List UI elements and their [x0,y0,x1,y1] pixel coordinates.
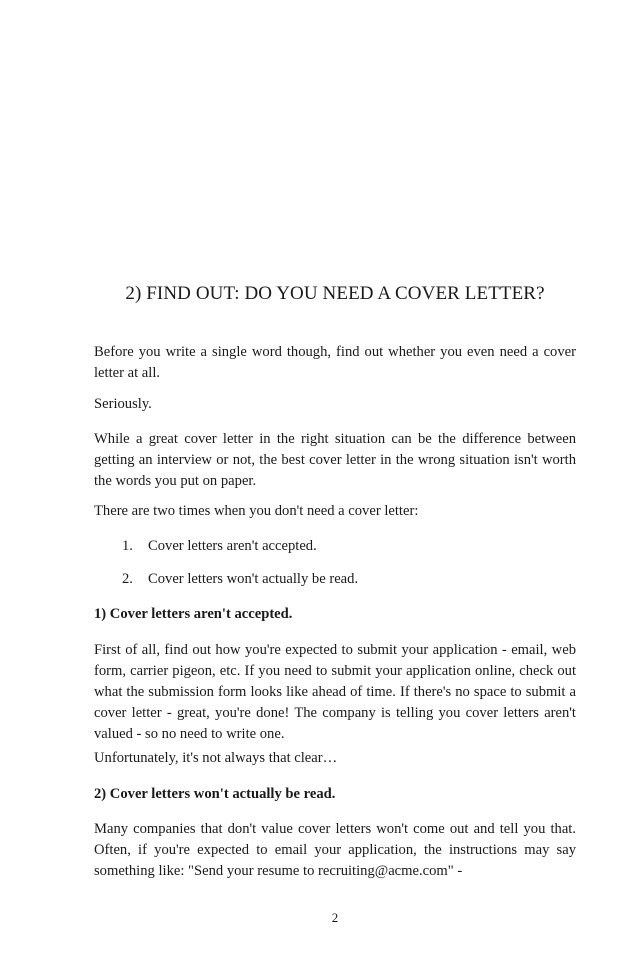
paragraph-two-times: There are two times when you don't need a cover letter: [94,503,419,519]
list-item-text: Cover letters won't actually be read. [148,571,359,587]
page-number: 2 [331,910,339,925]
paragraph-first-of-all: First of all, find out how you're expected to submit your application - email, web form, carrier pigeon, etc. If you need to submit your application online, check out what the submission form looks like ahead of time. If there's no space to submit a cover letter - great, you're done! The company is telling you cover letters aren't valued - so no need to write one. [94,642,576,742]
list-item [122,536,317,557]
section-heading: 2) FIND OUT: DO YOU NEED A COVER LETTER? [125,283,545,304]
paragraph-unfortunately: Unfortunately, it's not always that clear… [94,750,338,766]
list-item-number: 2. [122,571,133,587]
paragraph-seriously: Seriously. [94,396,152,412]
paragraph-intro: Before you write a single word though, find out whether you even need a cover letter at all. [94,344,576,381]
subheading-not-accepted: 1) Cover letters aren't accepted. [94,606,293,622]
subheading-not-read: 2) Cover letters won't actually be read. [94,786,336,802]
list-item [122,569,358,590]
list-item-text: Cover letters aren't accepted. [148,538,317,554]
paragraph-many-companies: Many companies that don't value cover letters won't come out and tell you that. Often, if you're expected to email your application, the instructions may say something like: "Send your resume to recruiting@acme.com" - [94,821,576,879]
paragraph-great-cover-letter: While a great cover letter in the right situation can be the difference between getting an interview or not, the best cover letter in the wrong situation isn't worth the words you put on paper. [94,431,576,489]
list-item-number: 1. [122,538,133,554]
